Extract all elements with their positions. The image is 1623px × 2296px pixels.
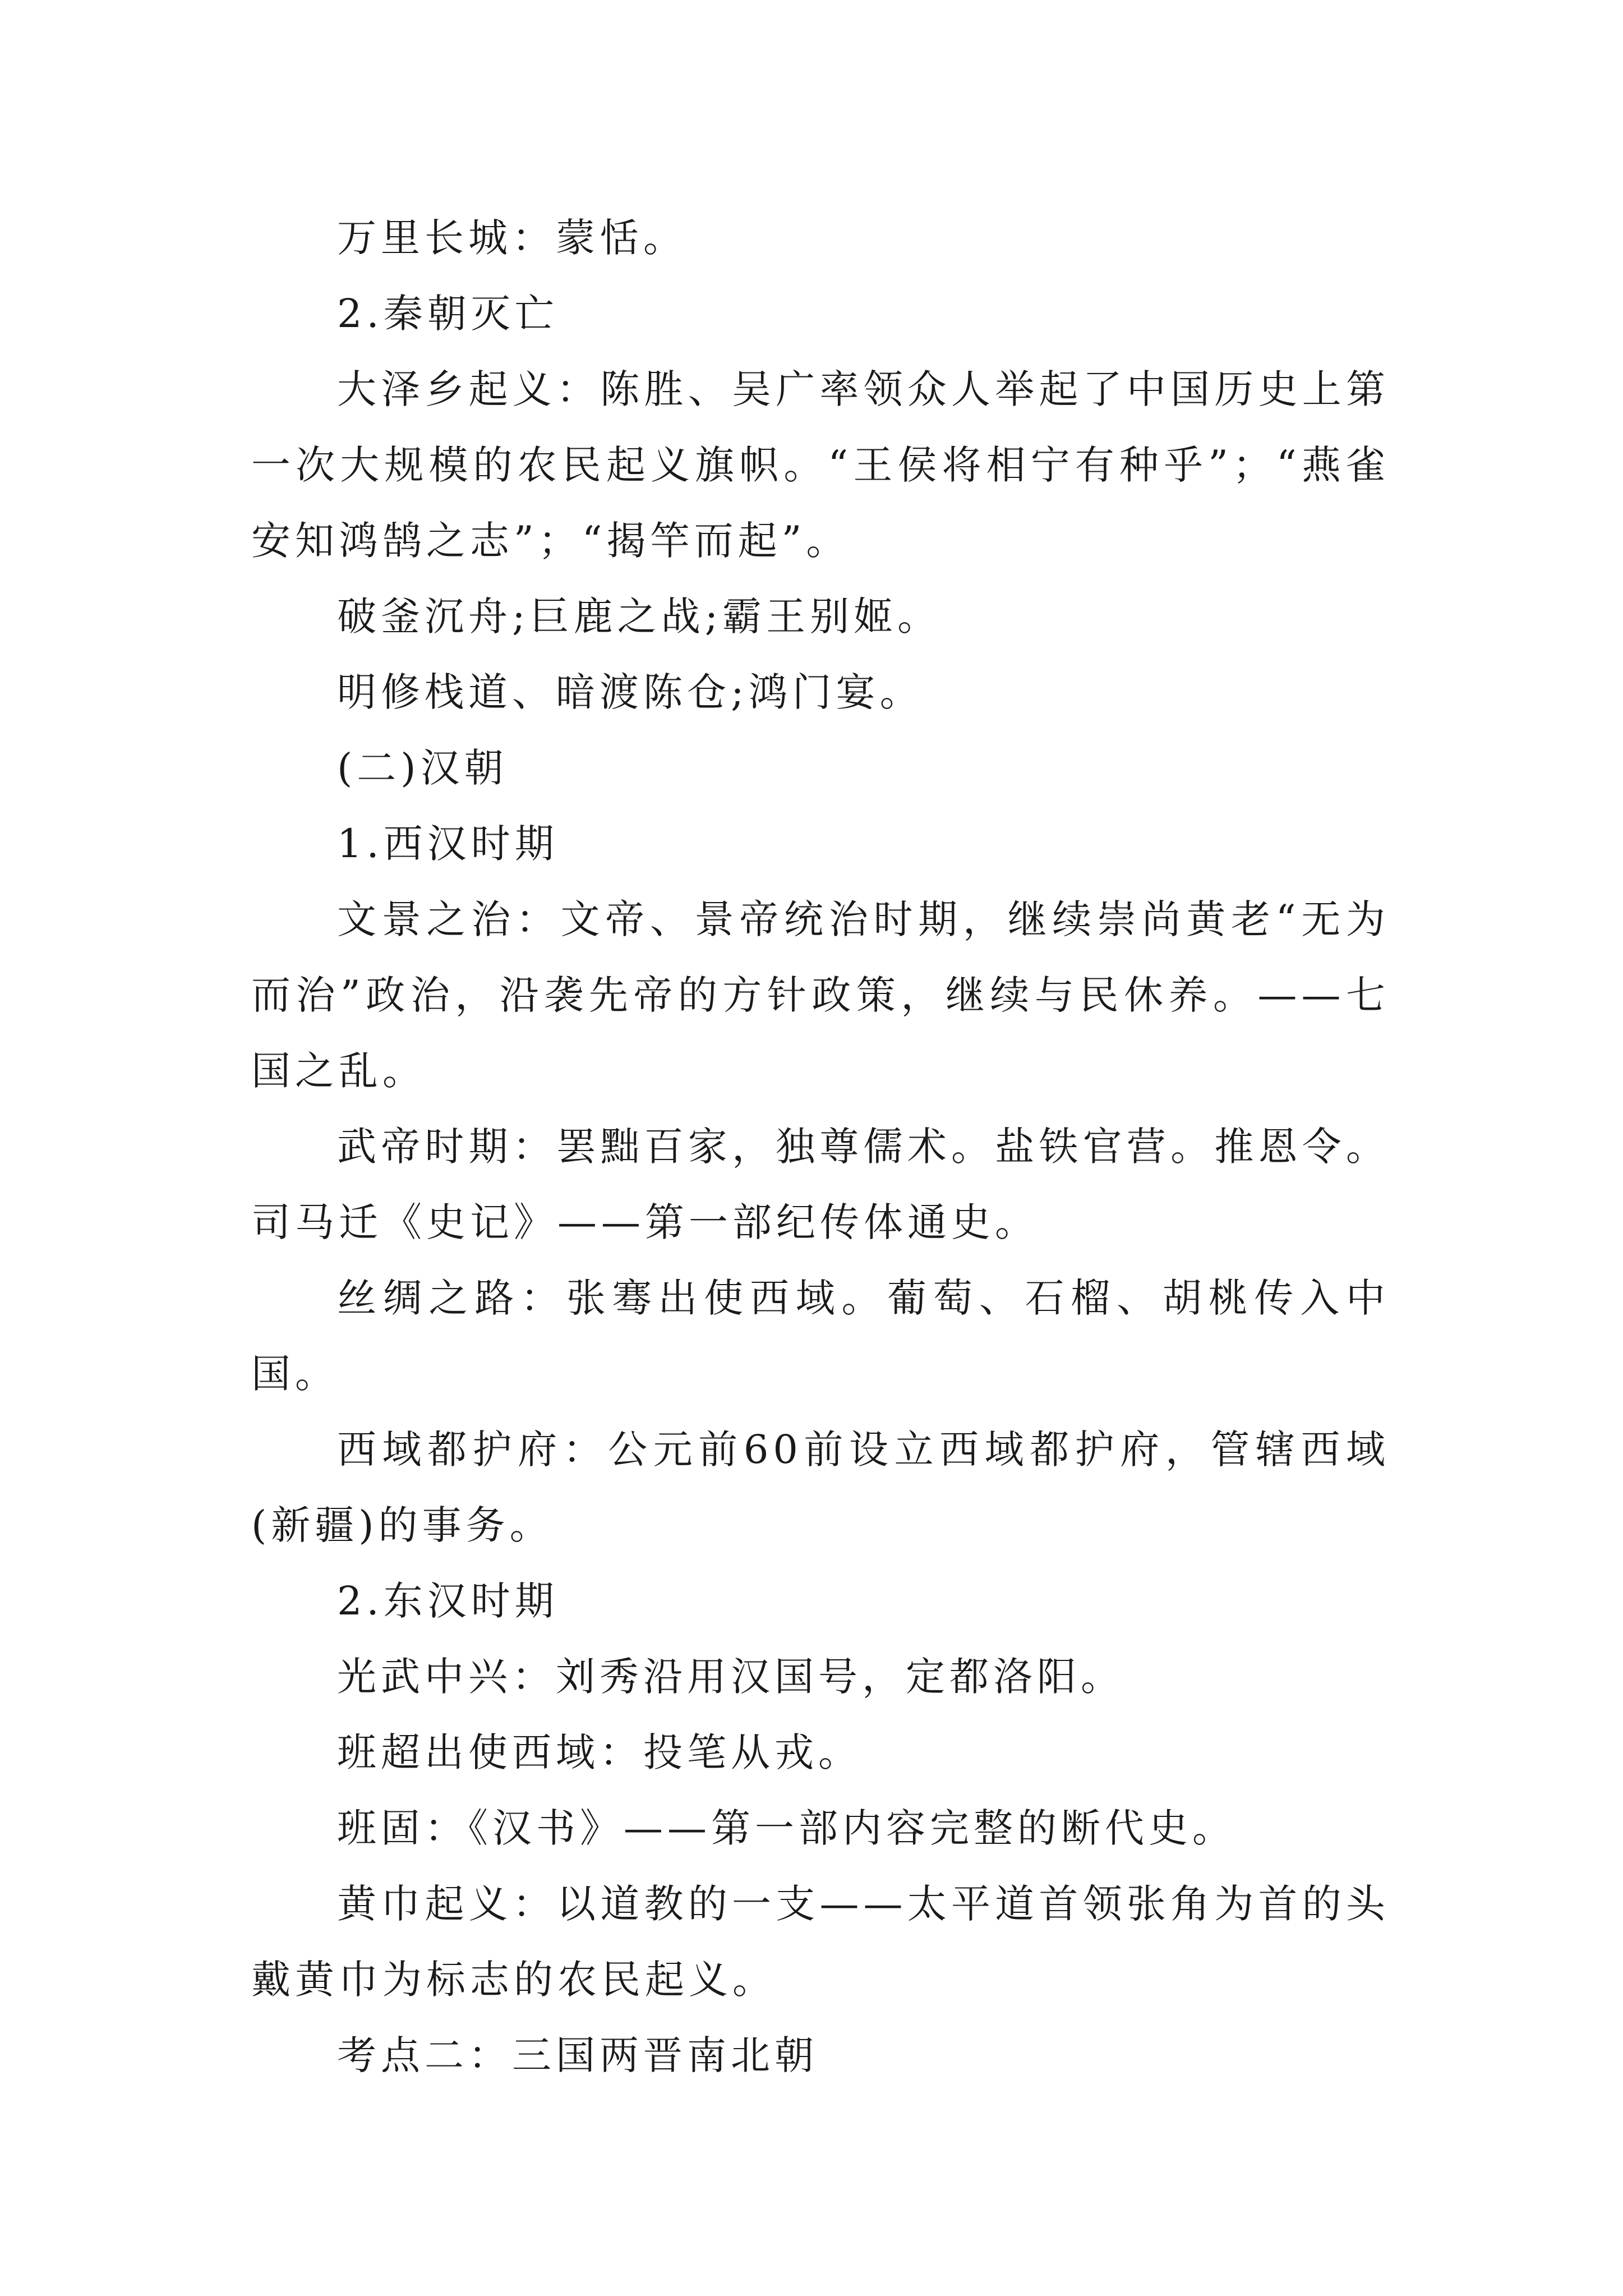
paragraph-ban-gu: 班固：《汉书》——第一部内容完整的断代史。 xyxy=(337,1805,1236,1851)
paragraph-silk-road: 丝绸之路：张骞出使西域。葡萄、石榴、胡桃传入中国。 xyxy=(251,1275,1390,1397)
paragraph-hongmen-banquet: 明修栈道、暗渡陈仓;鸿门宴。 xyxy=(337,669,924,715)
paragraph-guangwu-revival: 光武中兴：刘秀沿用汉国号，定都洛阳。 xyxy=(337,1654,1124,1700)
paragraph-ban-chao: 班超出使西域：投笔从戎。 xyxy=(337,1729,862,1775)
paragraph-dazexiang-uprising: 大泽乡起义：陈胜、吴广率领众人举起了中国历史上第一次大规模的农民起义旗帜。“王侯将相宁有种乎”；“燕雀安知鸿鹄之志”；“揭竿而起”。 xyxy=(251,366,1390,564)
heading-eastern-han: 2.东汉时期 xyxy=(337,1578,559,1624)
heading-three-kingdoms: 考点二：三国两晋南北朝 xyxy=(337,2032,818,2078)
heading-han-dynasty: (二)汉朝 xyxy=(337,745,508,791)
heading-western-han: 1.西汉时期 xyxy=(337,821,559,867)
paragraph-julu-battle: 破釜沉舟;巨鹿之战;霸王别姬。 xyxy=(337,593,942,639)
paragraph-western-regions: 西域都护府：公元前60前设立西域都护府，管辖西域(新疆)的事务。 xyxy=(251,1427,1390,1548)
paragraph-great-wall: 万里长城：蒙恬。 xyxy=(337,215,687,261)
heading-qin-fall: 2.秦朝灭亡 xyxy=(337,291,559,337)
document-body xyxy=(251,200,1390,2093)
paragraph-emperor-wu: 武帝时期：罢黜百家，独尊儒术。盐铁官营。推恩令。司马迁《史记》——第一部纪传体通史。 xyxy=(251,1124,1390,1245)
paragraph-wenjing-rule: 文景之治：文帝、景帝统治时期，继续崇尚黄老“无为而治”政治，沿袭先帝的方针政策，继续与民休养。——七国之乱。 xyxy=(251,896,1390,1094)
paragraph-yellow-turban: 黄巾起义：以道教的一支——太平道首领张角为首的头戴黄巾为标志的农民起义。 xyxy=(251,1881,1390,2003)
